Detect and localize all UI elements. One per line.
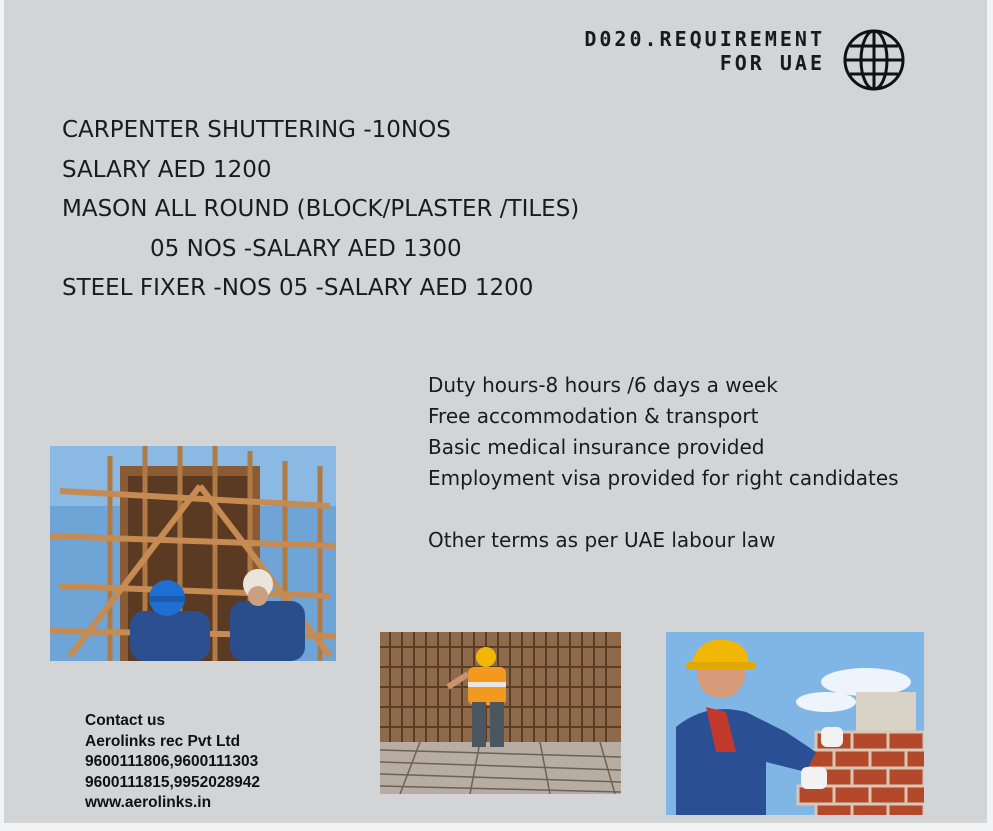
requirement-title xyxy=(584,27,825,75)
term-duty-hours: Duty hours-8 hours /6 days a week xyxy=(428,373,778,397)
contact-block xyxy=(85,711,260,814)
job-requirements-list xyxy=(62,111,579,309)
phone-numbers-1: 9600111806,9600111303 xyxy=(85,753,259,770)
term-visa: Employment visa provided for right candidates xyxy=(428,466,899,490)
globe-icon xyxy=(842,28,906,92)
job-line-carpenter-salary: SALARY AED 1200 xyxy=(62,156,272,183)
job-line-mason-salary: 05 NOS -SALARY AED 1300 xyxy=(150,235,462,262)
term-accommodation: Free accommodation & transport xyxy=(428,404,759,428)
job-line-mason: MASON ALL ROUND (BLOCK/PLASTER /TILES) xyxy=(62,196,580,222)
contact-heading: Contact us xyxy=(85,712,166,729)
terms-spacer xyxy=(428,494,899,525)
term-medical: Basic medical insurance provided xyxy=(428,435,765,459)
requirement-title-line1: D020.REQUIREMENT xyxy=(584,27,825,51)
requirement-title-line2: FOR UAE xyxy=(719,51,825,75)
mason-photo xyxy=(666,632,924,815)
steel-fixer-photo xyxy=(380,632,621,794)
employment-terms xyxy=(428,370,899,556)
job-line-steel-fixer: STEEL FIXER -NOS 05 -SALARY AED 1200 xyxy=(62,275,534,301)
carpenter-shuttering-photo xyxy=(50,446,336,661)
phone-numbers-2: 9600111815,9952028942 xyxy=(85,773,261,791)
job-line-carpenter: CARPENTER SHUTTERING -10NOS xyxy=(62,117,451,143)
company-name: Aerolinks rec Pvt Ltd xyxy=(85,732,241,750)
website-link[interactable]: www.aerolinks.in xyxy=(85,794,212,811)
poster xyxy=(4,0,987,823)
term-other: Other terms as per UAE labour law xyxy=(428,528,776,552)
